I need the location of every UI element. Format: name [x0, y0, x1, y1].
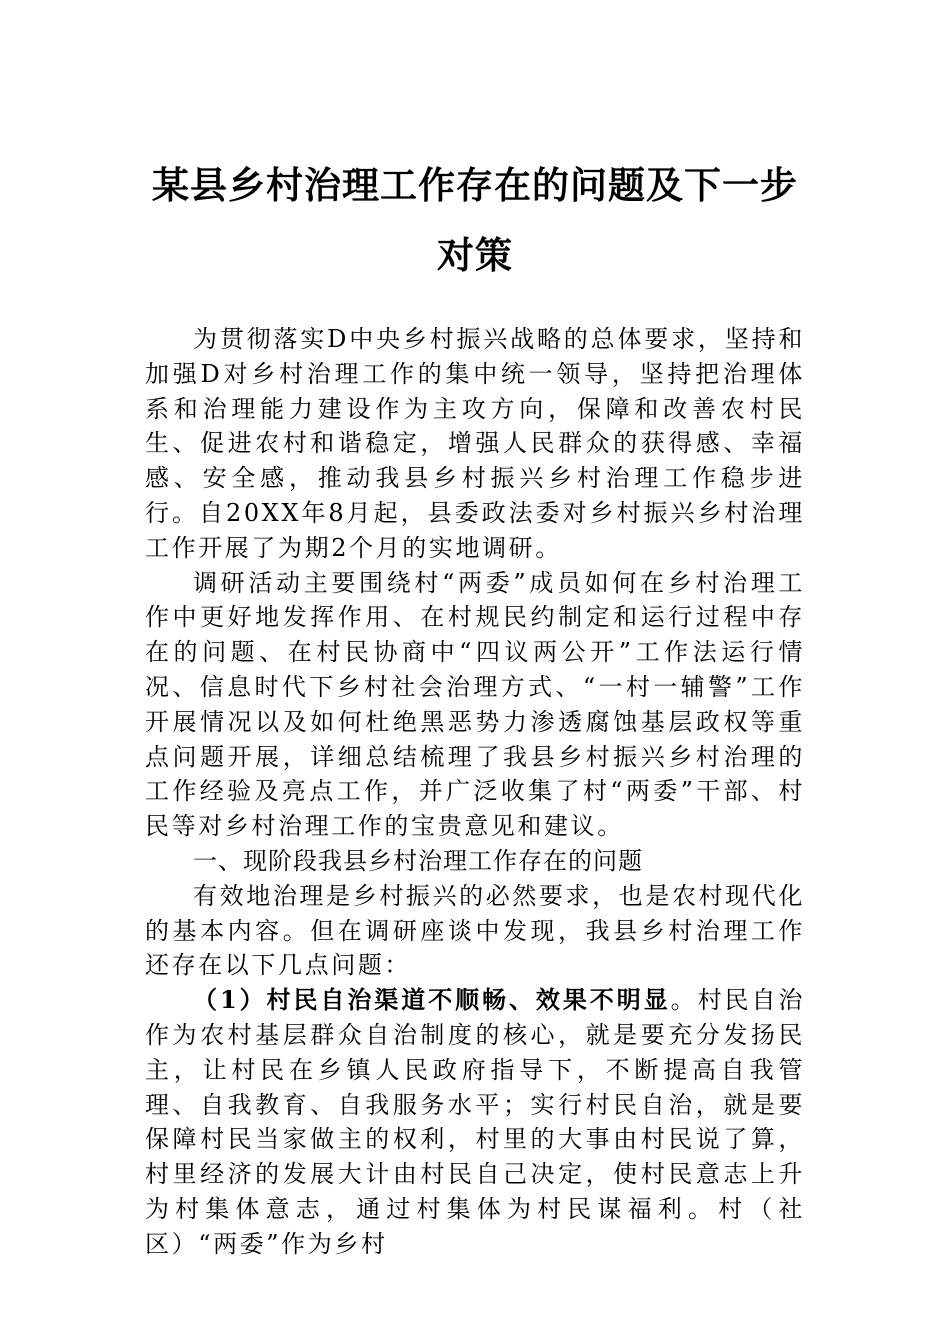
point-1-text: 。村民自治作为农村基层群众自治制度的核心，就是要充分发扬民主，让村民在乡镇人民政府指导下，不断提高自我管理、自我教育、自我服务水平；实行村民自治，就是要保障村民当家做主的权利，村里的大事由村民说了算，村里经济的发展大计由村民自己决定，使村民意志上升为村集体意志，通过村集体为村民谋福利。村（社区）“两委”作为乡村	[145, 986, 806, 1258]
document-title: 某县乡村治理工作存在的问题及下一步对策	[152, 163, 798, 277]
section-heading: 一、现阶段我县乡村治理工作存在的问题	[193, 846, 643, 875]
document-body	[145, 322, 805, 1262]
research-paragraph: 调研活动主要围绕村“两委”成员如何在乡村治理工作中更好地发挥作用、在村规民约制定和运行过程中存在的问题、在村民协商中“四议两公开”工作法运行情况、信息时代下乡村社会治理方式、“一村一辅警”工作开展情况以及如何杜绝黑恶势力渗透腐蚀基层政权等重点问题开展，详细总结梳理了我县乡村振兴乡村治理的工作经验及亮点工作，并广泛收集了村“两委”干部、村民等对乡村治理工作的宝贵意见和建议。	[145, 568, 805, 841]
intro-paragraph: 为贯彻落实D中央乡村振兴战略的总体要求，坚持和加强D对乡村治理工作的集中统一领导，坚持把治理体系和治理能力建设作为主攻方向，保障和改善农村民生、促进农村和谐稳定，增强人民群众的获得感、幸福感、安全感，推动我县乡村振兴乡村治理工作稳步进行。自20XX年8月起，县委政法委对乡村振兴乡村治理工作开展了为期2个月的实地调研。	[145, 325, 805, 562]
section-intro-paragraph: 有效地治理是乡村振兴的必然要求，也是农村现代化的基本内容。但在调研座谈中发现，我县乡村治理工作还存在以下几点问题：	[145, 881, 805, 980]
point-1-heading: （1）村民自治渠道不顺畅、效果不明显	[193, 985, 671, 1015]
point-1-paragraph	[145, 983, 805, 1261]
